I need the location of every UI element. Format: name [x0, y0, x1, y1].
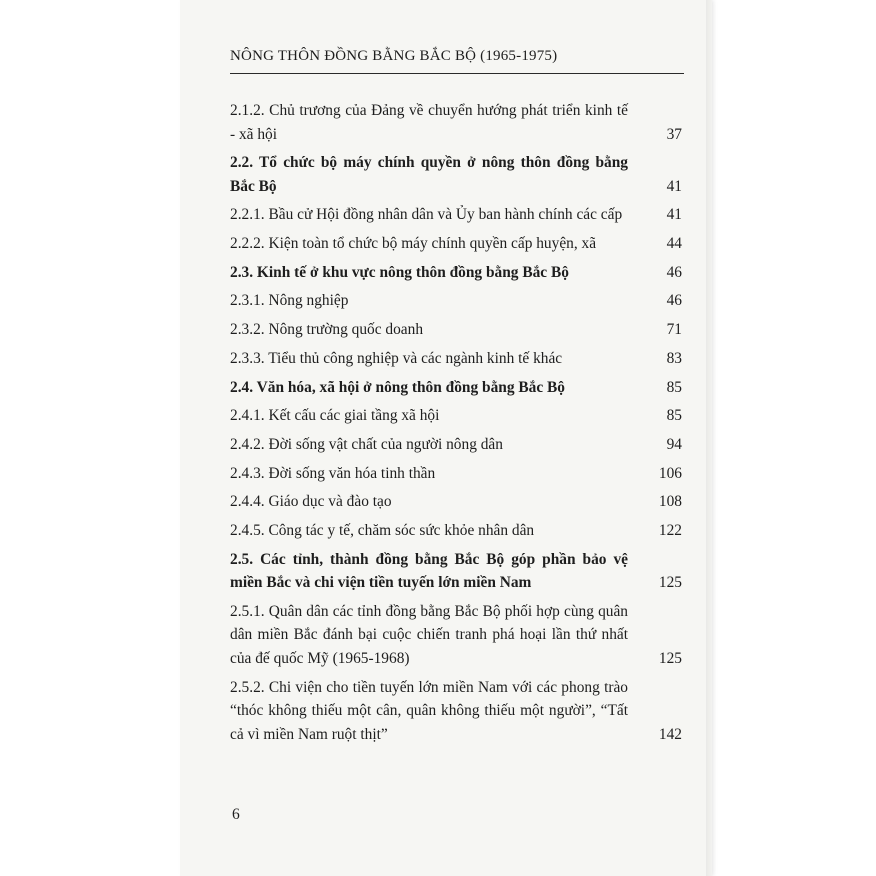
toc-subsection-entry	[230, 318, 682, 342]
toc-section-entry	[230, 548, 682, 595]
toc-entry-page: 37	[666, 125, 682, 143]
toc-subsection-entry	[230, 519, 682, 543]
page-number: 6	[232, 806, 240, 823]
toc-subsection-entry	[230, 289, 682, 313]
toc-subsection-entry	[230, 462, 682, 486]
toc-entry-title: 2.3.3. Tiểu thủ công nghiệp và các ngành kinh tế khác	[230, 349, 563, 367]
toc-subsection-entry	[230, 676, 682, 747]
toc-entry-title: 2.4.1. Kết cấu các giai tầng xã hội	[230, 407, 440, 425]
toc-entry-page: 122	[658, 521, 682, 539]
toc-entry-title: 2.1.2. Chủ trương của Đảng về chuyển hướng phát triển kinh tế - xã hội	[230, 102, 628, 143]
toc-subsection-entry	[230, 203, 682, 227]
toc-entry-page: 46	[666, 263, 682, 281]
running-header: NÔNG THÔN ĐỒNG BẰNG BẮC BỘ (1965-1975)	[230, 48, 558, 64]
toc-entry-title: 2.2. Tổ chức bộ máy chính quyền ở nông thôn đồng bằng Bắc Bộ	[230, 154, 628, 195]
toc-entry-page: 106	[658, 464, 682, 482]
toc-entry-page: 125	[658, 649, 682, 667]
toc-entry-page: 44	[666, 235, 682, 253]
toc-entry-page: 142	[658, 725, 682, 743]
toc-entry-title: 2.5. Các tỉnh, thành đồng bằng Bắc Bộ góp phần bảo vệ miền Bắc và chi viện tiền tuyến lớn miền Nam	[230, 550, 628, 592]
toc-entry-title: 2.3. Kinh tế ở khu vực nông thôn đồng bằng Bắc Bộ	[230, 263, 569, 281]
toc-entry-title: 2.4.2. Đời sống vật chất của người nông dân	[230, 435, 503, 453]
toc-entry-title: 2.2.2. Kiện toàn tổ chức bộ máy chính quyền cấp huyện, xã	[230, 235, 597, 253]
toc-entry-title: 2.5.2. Chi viện cho tiền tuyến lớn miền Nam với các phong trào “thóc không thiếu một cân, quân không thiếu một người”, “Tất cả vì miền Nam ruột thịt”	[230, 678, 628, 743]
table-of-contents	[230, 99, 682, 751]
toc-entry-title: 2.3.2. Nông trường quốc doanh	[230, 321, 424, 339]
toc-subsection-entry	[230, 232, 682, 256]
toc-entry-page: 85	[666, 407, 682, 425]
toc-section-entry	[230, 376, 682, 400]
toc-entry-page: 125	[658, 574, 682, 592]
toc-entry-title: 2.4.5. Công tác y tế, chăm sóc sức khỏe nhân dân	[230, 521, 535, 539]
toc-entry-page: 46	[666, 292, 682, 310]
toc-entry-page: 71	[666, 321, 682, 339]
toc-entry-title: 2.4.4. Giáo dục và đào tạo	[230, 493, 392, 511]
toc-section-entry	[230, 151, 682, 198]
toc-entry-page: 94	[666, 435, 682, 453]
toc-subsection-entry	[230, 600, 682, 671]
toc-subsection-entry	[230, 490, 682, 514]
toc-subsection-entry	[230, 433, 682, 457]
toc-entry-title: 2.5.1. Quân dân các tỉnh đồng bằng Bắc Bộ phối hợp cùng quân dân miền Bắc đánh bại cuộc chiến tranh phá hoại lần thứ nhất của đế quốc Mỹ (1965-1968)	[230, 602, 628, 667]
toc-entry-page: 83	[666, 349, 682, 367]
toc-entry-page: 41	[666, 177, 682, 195]
toc-subsection-entry	[230, 347, 682, 371]
toc-entry-page: 108	[658, 493, 682, 511]
toc-subsection-entry	[230, 404, 682, 428]
toc-subsection-entry	[230, 99, 682, 146]
toc-entry-title: 2.2.1. Bầu cử Hội đồng nhân dân và Ủy ban hành chính các cấp	[230, 206, 623, 224]
header-rule	[230, 73, 684, 74]
page-edge-shadow	[706, 0, 714, 876]
toc-entry-page: 85	[666, 378, 682, 396]
toc-entry-title: 2.3.1. Nông nghiệp	[230, 292, 349, 310]
book-page	[180, 0, 712, 876]
toc-section-entry	[230, 261, 682, 285]
toc-entry-page: 41	[666, 206, 682, 224]
toc-entry-title: 2.4.3. Đời sống văn hóa tinh thần	[230, 464, 436, 482]
toc-entry-title: 2.4. Văn hóa, xã hội ở nông thôn đồng bằng Bắc Bộ	[230, 378, 565, 396]
